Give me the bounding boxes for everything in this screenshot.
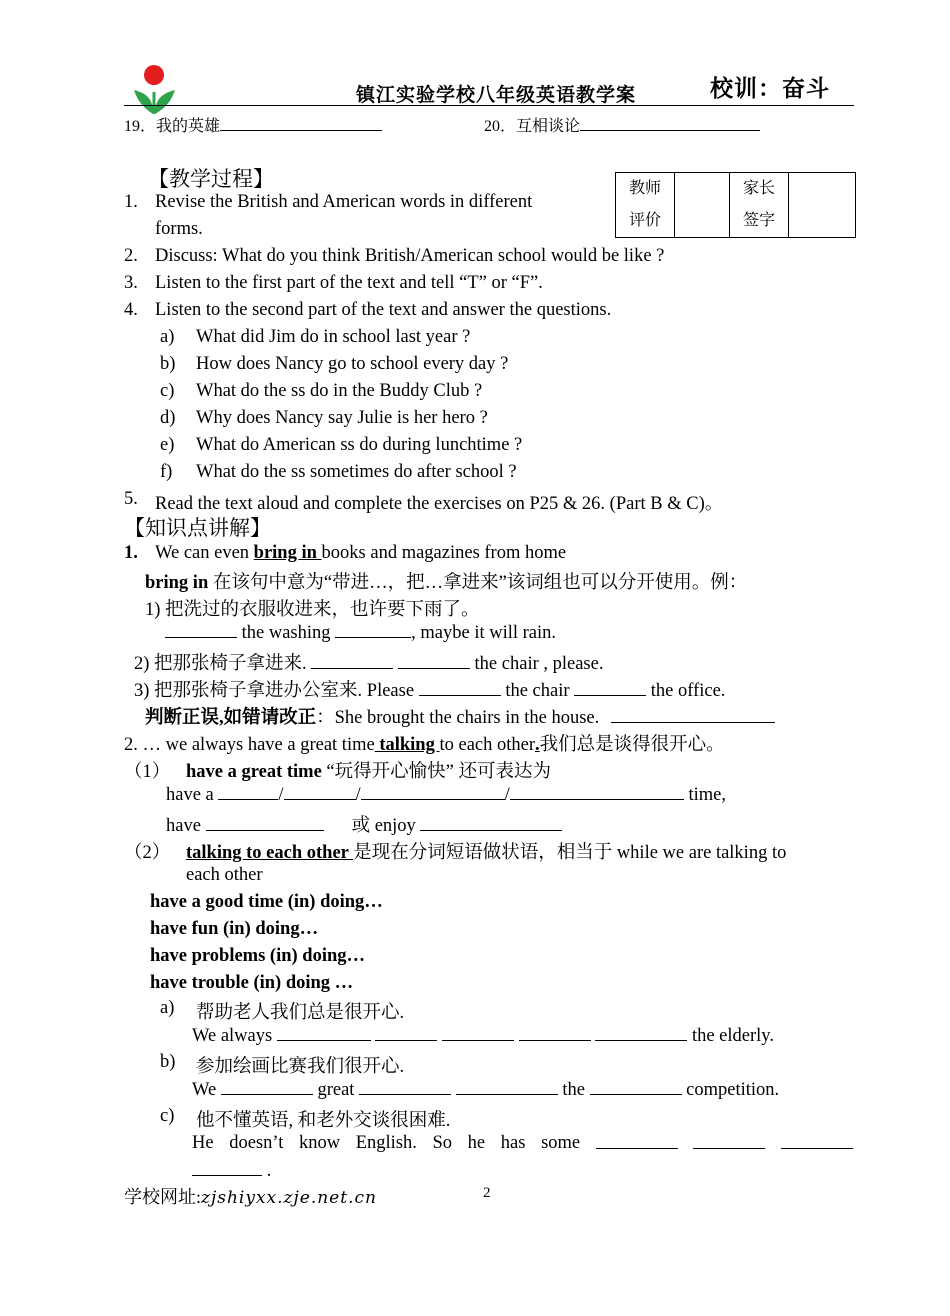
- answer-blank[interactable]: [311, 653, 393, 669]
- question-text: What do the ss do in the Buddy Club ?: [196, 381, 483, 401]
- answer-blank[interactable]: [361, 784, 505, 800]
- step-number: 5.: [124, 489, 138, 509]
- parent-sign-cell[interactable]: [789, 173, 856, 238]
- sub-point-2-cont: each other: [186, 865, 263, 885]
- sub-point-number: （1）: [124, 762, 171, 782]
- phrase-item: have problems (in) doing…: [150, 946, 366, 966]
- answer-blank[interactable]: [590, 1079, 682, 1095]
- teacher-eval-cell[interactable]: [675, 173, 730, 238]
- exercise-label: a): [160, 998, 175, 1018]
- answer-blank[interactable]: [221, 1079, 313, 1095]
- phrase-item: have trouble (in) doing …: [150, 973, 354, 993]
- answer-blank[interactable]: [359, 1079, 451, 1095]
- phrase-item: have fun (in) doing…: [150, 919, 319, 939]
- point-number: 1.: [124, 543, 138, 563]
- step-number: 1.: [124, 192, 138, 212]
- question-label: e): [160, 435, 175, 455]
- answer-blank[interactable]: [510, 784, 684, 800]
- evaluation-table: [615, 172, 856, 238]
- parent-sign-label: 家长 签字: [730, 173, 789, 238]
- step-4-text: Listen to the second part of the text and answer the questions.: [155, 300, 612, 320]
- sub-point-1: have a great time “玩得开心愉快” 还可表达为: [186, 762, 551, 782]
- exercise-c-en: He doesn’t know English. So he has some: [192, 1133, 853, 1154]
- question-text: What did Jim do in school last year ?: [196, 327, 471, 347]
- question-label: f): [160, 462, 173, 482]
- question-label: b): [160, 354, 176, 374]
- question-text: Why does Nancy say Julie is her hero ?: [196, 408, 488, 428]
- question-text: How does Nancy go to school every day ?: [196, 354, 509, 374]
- answer-blank[interactable]: [335, 622, 411, 638]
- exercise-a-en: We always the elderly.: [192, 1026, 774, 1046]
- answer-blank[interactable]: [192, 1160, 262, 1176]
- exercise-c-en-cont: .: [192, 1160, 271, 1182]
- step-2-text: Discuss: What do you think British/American school would be like ?: [155, 246, 665, 266]
- document-title: 镇江实验学校八年级英语教学案: [356, 85, 637, 106]
- school-logo-icon: [130, 64, 180, 114]
- sub-point-number: （2）: [124, 843, 171, 863]
- answer-blank[interactable]: [595, 1025, 687, 1041]
- answer-blank[interactable]: [580, 115, 760, 131]
- answer-blank[interactable]: [611, 707, 775, 723]
- step-1-text: Revise the British and American words in different: [155, 192, 533, 212]
- step-5-text: Read the text aloud and complete the exercises on P25 & 26. (Part B & C)。: [155, 494, 724, 514]
- sub-point-1-line1: have a / / / time,: [166, 785, 726, 805]
- answer-blank[interactable]: [519, 1025, 591, 1041]
- question-text: What do American ss do during lunchtime ?: [196, 435, 523, 455]
- exercise-label: b): [160, 1052, 176, 1072]
- header-rule: [124, 105, 854, 106]
- answer-blank[interactable]: [574, 680, 646, 696]
- answer-blank[interactable]: [596, 1133, 678, 1149]
- footer-website: 学校网址:zjshiyxx.zje.net.cn: [124, 1187, 377, 1208]
- answer-blank[interactable]: [398, 653, 470, 669]
- answer-blank[interactable]: [781, 1133, 853, 1149]
- website-url[interactable]: zjshiyxx.zje.net.cn: [201, 1188, 377, 1208]
- sub-point-2: talking to each other 是现在分词短语做状语，相当于 while we are talking to: [186, 843, 787, 863]
- answer-blank[interactable]: [284, 784, 356, 800]
- teacher-eval-label: 教师 评价: [616, 173, 675, 238]
- exercise-a-cn: 帮助老人我们总是很开心.: [196, 1003, 405, 1023]
- answer-blank[interactable]: [456, 1079, 558, 1095]
- answer-blank[interactable]: [165, 622, 237, 638]
- point-1-note: bring in 在该句中意为“带进…，把…拿进来”该词组也可以分开使用。例：: [145, 573, 748, 593]
- answer-blank[interactable]: [420, 815, 562, 831]
- judge-exercise: 判断正误,如错请改正：She brought the chairs in the house.: [145, 703, 775, 729]
- point-2-sentence: 2. … we always have a great time talking to each other.我们总是谈得很开心。: [124, 735, 725, 755]
- exercise-c-cn: 他不懂英语, 和老外交谈很困难.: [196, 1111, 451, 1131]
- step-3-text: Listen to the first part of the text and tell “T” or “F”.: [155, 273, 543, 293]
- process-heading: 【教学过程】: [148, 167, 274, 191]
- answer-blank[interactable]: [419, 680, 501, 696]
- answer-blank[interactable]: [218, 784, 278, 800]
- phrase-item: have a good time (in) doing…: [150, 892, 383, 912]
- answer-blank[interactable]: [277, 1025, 371, 1041]
- answer-blank[interactable]: [220, 115, 382, 131]
- step-1-cont: forms.: [155, 219, 203, 239]
- example-2: 2) 把那张椅子拿进来. the chair , please.: [134, 654, 604, 674]
- step-number: 4.: [124, 300, 138, 320]
- exercise-b-en: We great the competition.: [192, 1080, 780, 1100]
- example-1-en: the washing , maybe it will rain.: [165, 622, 556, 644]
- question-label: d): [160, 408, 176, 428]
- vocab-item-19: 19．我的英雄: [124, 113, 382, 136]
- exercise-b-cn: 参加绘画比赛我们很开心.: [196, 1057, 405, 1077]
- step-number: 2.: [124, 246, 138, 266]
- example-3: 3) 把那张椅子拿进办公室来. Please the chair the office.: [134, 681, 726, 701]
- vocab-item-20: 20．互相谈论: [484, 113, 760, 136]
- knowledge-heading: 【知识点讲解】: [124, 516, 271, 540]
- question-text: What do the ss sometimes do after school ?: [196, 462, 517, 482]
- exercise-label: c): [160, 1106, 175, 1126]
- answer-blank[interactable]: [693, 1133, 765, 1149]
- sub-point-1-line2: have 或 enjoy: [166, 811, 562, 837]
- question-label: a): [160, 327, 175, 347]
- question-label: c): [160, 381, 175, 401]
- answer-blank[interactable]: [206, 815, 324, 831]
- school-motto: 校训：奋斗: [710, 76, 830, 101]
- answer-blank[interactable]: [375, 1025, 437, 1041]
- step-number: 3.: [124, 273, 138, 293]
- example-1-cn: 1) 把洗过的衣服收进来，也许要下雨了。: [145, 600, 480, 620]
- page-number: 2: [483, 1185, 491, 1201]
- point-1-sentence: We can even bring in books and magazines from home: [155, 543, 567, 563]
- answer-blank[interactable]: [442, 1025, 514, 1041]
